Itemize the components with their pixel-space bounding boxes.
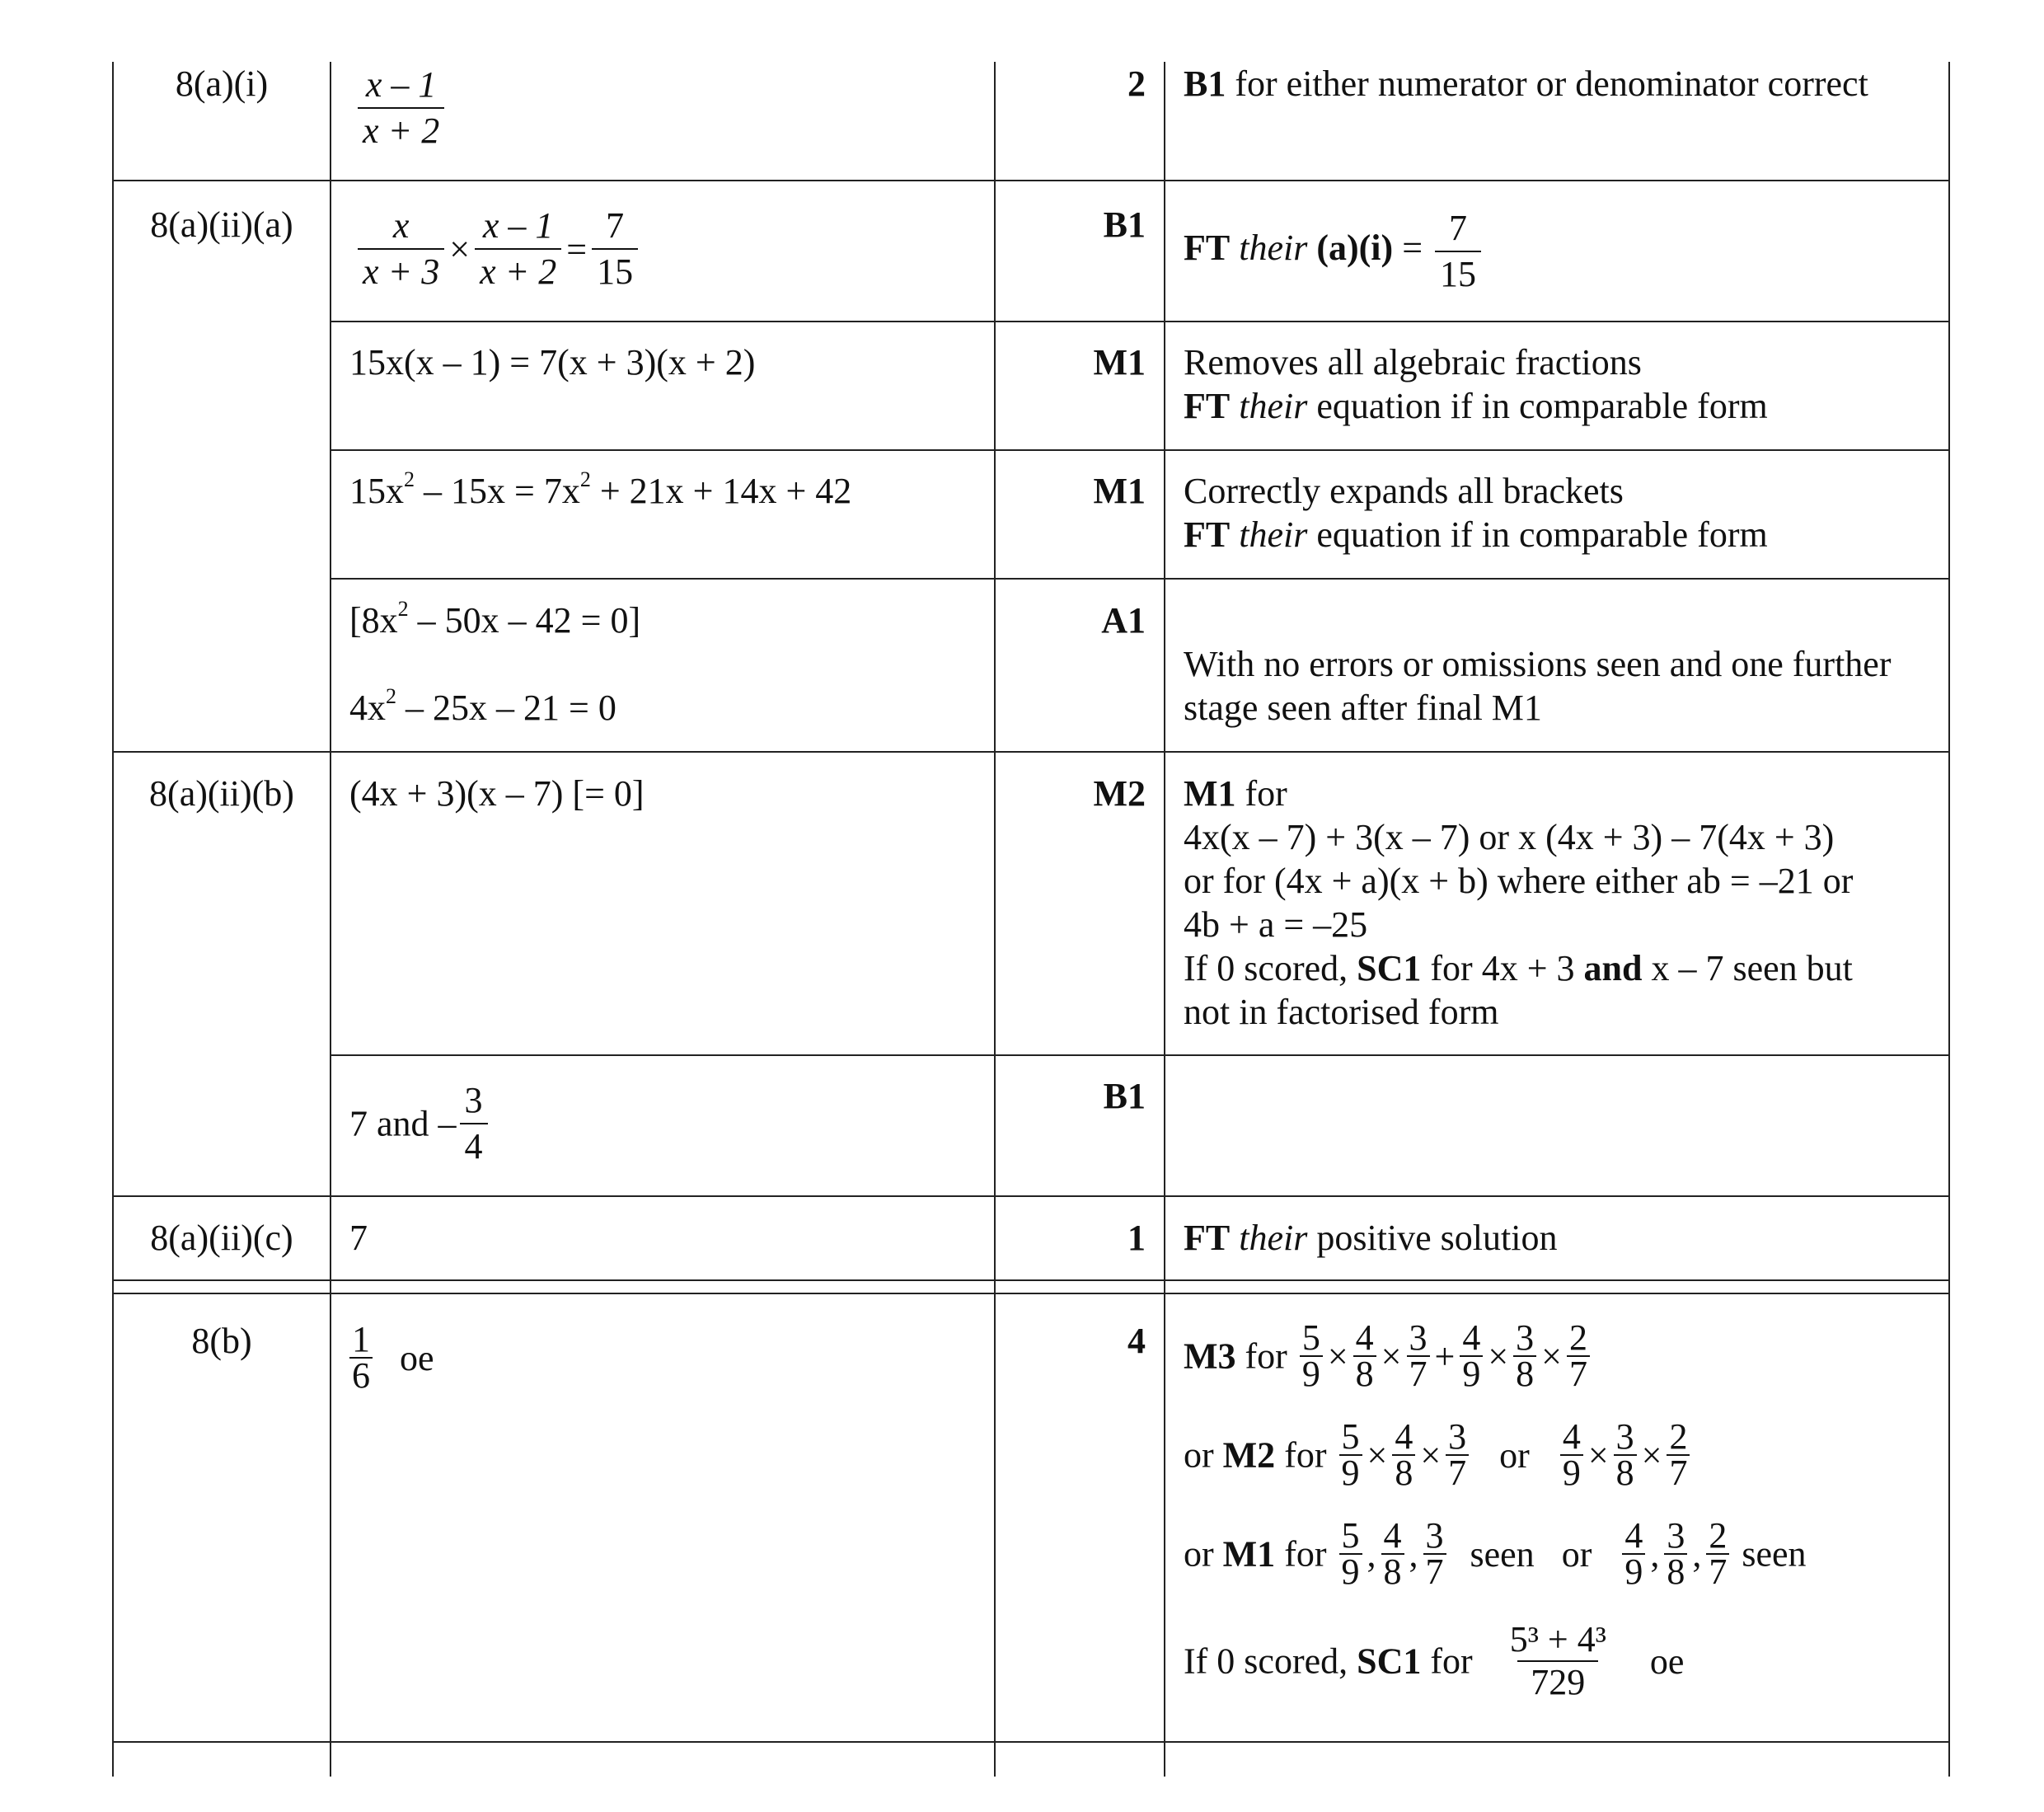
fraction-denominator: 6 xyxy=(349,1357,373,1393)
fraction-denominator: 7 xyxy=(1667,1454,1690,1490)
mark-value: M1 xyxy=(1093,342,1146,383)
guidance-text: positive solution xyxy=(1307,1218,1558,1258)
mark-cell xyxy=(997,340,1146,384)
column-rule-question xyxy=(330,62,331,1777)
fraction-numerator: 4 xyxy=(1462,1317,1481,1358)
question-number xyxy=(114,203,330,246)
answer-cell xyxy=(349,1080,491,1167)
fraction-numerator: x xyxy=(392,205,410,246)
probability-fraction xyxy=(1614,1416,1637,1493)
fraction-numerator: 3 xyxy=(1667,1515,1685,1556)
fraction-numerator: 5 xyxy=(1341,1515,1360,1556)
probability-fraction xyxy=(1300,1317,1323,1394)
fraction-denominator: 7 xyxy=(1423,1553,1446,1589)
and-word: and xyxy=(1583,948,1643,988)
answer-fraction xyxy=(358,205,444,293)
row-rule xyxy=(330,1054,1950,1056)
column-rule-marks xyxy=(1164,62,1165,1777)
mark-cell xyxy=(997,469,1146,513)
comma: , xyxy=(1692,1533,1702,1575)
part-reference: (a)(i) xyxy=(1316,228,1394,269)
fraction-numerator: 3 xyxy=(1425,1515,1444,1556)
question-number-text: 8(a)(ii)(c) xyxy=(150,1218,293,1258)
guidance-line xyxy=(1184,772,1853,815)
answer-fraction xyxy=(349,1319,373,1396)
fraction-denominator: 8 xyxy=(1513,1355,1536,1392)
fraction-denominator: 9 xyxy=(1622,1553,1645,1589)
guidance-text: for xyxy=(1421,1641,1482,1682)
fraction-denominator: 7 xyxy=(1446,1454,1469,1490)
answer-fraction xyxy=(475,205,561,293)
guidance-cell xyxy=(1184,1216,1557,1260)
mark-code: M3 xyxy=(1184,1336,1236,1377)
times-sign: × xyxy=(1420,1434,1442,1476)
answer-cell xyxy=(349,1216,368,1260)
mark-value: B1 xyxy=(1103,204,1146,245)
column-rule-answer xyxy=(994,62,996,1777)
guidance-text: for xyxy=(1235,1336,1296,1377)
probability-fraction xyxy=(1381,1515,1404,1592)
mark-cell xyxy=(997,203,1146,246)
fraction-denominator: 7 xyxy=(1407,1355,1430,1392)
question-number-text: 8(a)(i) xyxy=(175,63,269,104)
answer-text: + 21x + 14x + 42 xyxy=(590,471,852,511)
fraction-numerator: 3 xyxy=(1448,1416,1467,1457)
fraction-numerator: x – 1 xyxy=(365,64,437,105)
guidance-cell xyxy=(1184,469,1768,556)
oe-label: oe xyxy=(400,1337,434,1378)
question-number-text: 8(a)(ii)(a) xyxy=(150,204,293,245)
mark-cell xyxy=(997,599,1146,642)
question-number-text: 8(a)(ii)(b) xyxy=(149,773,294,814)
ft-code: FT xyxy=(1184,228,1231,269)
guidance-cell xyxy=(1184,1619,1684,1703)
fraction-numerator: 4 xyxy=(1383,1515,1402,1556)
answer-cell xyxy=(349,599,640,642)
fraction-denominator: 15 xyxy=(1435,251,1481,295)
times-sign: × xyxy=(1541,1336,1562,1377)
mark-value: 1 xyxy=(1127,1218,1146,1258)
exponent: 2 xyxy=(404,467,415,492)
guidance-text: If 0 scored, xyxy=(1184,948,1357,988)
fraction-numerator: 4 xyxy=(1562,1416,1581,1457)
fraction-denominator: 9 xyxy=(1460,1355,1483,1392)
mark-cell xyxy=(997,772,1146,815)
comma: , xyxy=(1409,1533,1418,1575)
row-rule xyxy=(112,1279,1950,1281)
answer-text: 4x xyxy=(349,688,386,728)
probability-fraction xyxy=(1560,1416,1583,1493)
comma: , xyxy=(1650,1533,1660,1575)
fraction-numerator: 3 xyxy=(1615,1416,1634,1457)
times-sign: × xyxy=(1367,1434,1388,1476)
answer-cell xyxy=(354,205,641,293)
mark-code: M2 xyxy=(1222,1434,1276,1476)
fraction-numerator: 5 xyxy=(1301,1317,1320,1358)
fraction-denominator: 8 xyxy=(1664,1553,1687,1589)
guidance-text: equation if in comparable form xyxy=(1307,386,1768,426)
answer-fraction xyxy=(358,64,444,152)
fraction-numerator: x – 1 xyxy=(482,205,554,246)
mark-value: M2 xyxy=(1093,773,1146,814)
answer-cell xyxy=(354,64,448,152)
answer-cell xyxy=(349,686,616,730)
probability-fraction xyxy=(1446,1416,1469,1493)
guidance-text: or xyxy=(1499,1434,1530,1476)
mark-code: B1 xyxy=(1184,63,1226,104)
fraction-numerator: 5³ + 4³ xyxy=(1509,1619,1606,1659)
row-rule xyxy=(112,180,1950,181)
times-sign: × xyxy=(1641,1434,1662,1476)
guidance-line: stage seen after final M1 xyxy=(1184,688,1542,728)
guidance-line xyxy=(1184,946,1853,990)
probability-fraction xyxy=(1460,1317,1483,1394)
answer-cell xyxy=(349,340,755,384)
fraction-numerator: 4 xyxy=(1355,1317,1374,1358)
guidance-cell xyxy=(1184,1317,1593,1394)
guidance-line: Correctly expands all brackets xyxy=(1184,471,1624,511)
times-sign: × xyxy=(1327,1336,1348,1377)
mark-code: SC1 xyxy=(1357,948,1422,988)
sc1-fraction xyxy=(1497,1619,1620,1703)
row-rule xyxy=(112,1293,1950,1294)
probability-fraction xyxy=(1339,1416,1362,1493)
question-number xyxy=(114,1216,330,1260)
answer-text: 15x(x – 1) = 7(x + 3)(x + 2) xyxy=(349,342,756,383)
answer-fraction xyxy=(460,1080,488,1167)
their-word: their xyxy=(1239,386,1308,426)
probability-fraction xyxy=(1353,1317,1376,1394)
guidance-cell xyxy=(1184,1515,1807,1592)
row-rule xyxy=(330,321,1950,322)
their-word: their xyxy=(1239,228,1308,269)
ft-code: FT xyxy=(1184,514,1231,555)
guidance-text: seen xyxy=(1470,1533,1535,1575)
oe-label: oe xyxy=(1649,1641,1685,1682)
times-sign: × xyxy=(1587,1434,1609,1476)
fraction-numerator: 4 xyxy=(1395,1416,1413,1457)
guidance-text: for either numerator or denominator correct xyxy=(1226,63,1868,104)
ft-code: FT xyxy=(1184,386,1231,426)
answer-text: – 25x – 21 = 0 xyxy=(396,688,616,728)
fraction-numerator: 1 xyxy=(352,1319,370,1359)
fraction-numerator: 2 xyxy=(1568,1317,1587,1358)
guidance-text: for xyxy=(1275,1434,1336,1476)
mark-code: M1 xyxy=(1184,773,1236,814)
fraction-numerator: 3 xyxy=(464,1080,483,1120)
question-number xyxy=(114,772,330,815)
row-rule xyxy=(112,751,1950,753)
fraction-numerator: 5 xyxy=(1341,1416,1360,1457)
fraction-denominator: 8 xyxy=(1392,1454,1415,1490)
ft-code: FT xyxy=(1184,1218,1231,1258)
probability-fraction xyxy=(1339,1515,1362,1592)
guidance-text: equation if in comparable form xyxy=(1307,514,1768,555)
question-number-text: 8(b) xyxy=(191,1321,252,1361)
row-rule xyxy=(330,449,1950,451)
answer-text: (4x + 3)(x – 7) [= 0] xyxy=(349,773,645,814)
guidance-cell xyxy=(1184,340,1768,428)
their-word: their xyxy=(1239,514,1308,555)
guidance-cell xyxy=(1184,208,1484,295)
times-sign: × xyxy=(449,228,471,270)
fraction-denominator: x + 2 xyxy=(475,248,561,293)
probability-fraction xyxy=(1622,1515,1645,1592)
probability-fraction xyxy=(1667,1416,1690,1493)
answer-text: [8x xyxy=(349,600,398,641)
question-number xyxy=(114,62,330,106)
guidance-text: or xyxy=(1184,1434,1223,1476)
probability-fraction xyxy=(1423,1515,1446,1592)
mark-cell xyxy=(997,62,1146,106)
guidance-cell xyxy=(1184,1416,1693,1493)
guidance-line: Removes all algebraic fractions xyxy=(1184,342,1642,383)
guidance-text: for xyxy=(1275,1533,1336,1575)
guidance-text: If 0 scored, xyxy=(1184,1641,1357,1682)
fraction-numerator: 3 xyxy=(1409,1317,1428,1358)
guidance-text: for 4x + 3 xyxy=(1421,948,1584,988)
mark-value: B1 xyxy=(1103,1076,1146,1116)
probability-fraction xyxy=(1567,1317,1590,1394)
answer-text: 7 xyxy=(349,1218,368,1258)
answer-cell xyxy=(346,1319,434,1396)
fraction-denominator: 7 xyxy=(1706,1553,1729,1589)
row-rule xyxy=(112,1195,1950,1197)
guidance-line xyxy=(1184,384,1768,428)
fraction-numerator: 7 xyxy=(606,205,625,246)
fraction-denominator: 8 xyxy=(1381,1553,1404,1589)
their-word: their xyxy=(1239,1218,1308,1258)
fraction-denominator: 9 xyxy=(1339,1553,1362,1589)
guidance-text: for xyxy=(1235,773,1287,814)
mark-cell xyxy=(997,1074,1146,1118)
column-rule-left xyxy=(112,62,114,1777)
fraction-numerator: 2 xyxy=(1709,1515,1728,1556)
comma: , xyxy=(1367,1533,1376,1575)
answer-text: – 15x = 7x xyxy=(415,471,580,511)
fraction-denominator: 4 xyxy=(460,1123,488,1167)
guidance-cell xyxy=(1184,642,1891,730)
guidance-fraction xyxy=(1435,208,1481,295)
answer-cell xyxy=(349,469,851,513)
answer-fraction xyxy=(592,205,638,293)
guidance-cell xyxy=(1184,62,1868,106)
fraction-numerator: 2 xyxy=(1669,1416,1688,1457)
row-rule xyxy=(112,1741,1950,1743)
probability-fraction xyxy=(1706,1515,1729,1592)
fraction-denominator: 9 xyxy=(1300,1355,1323,1392)
mark-value: M1 xyxy=(1093,471,1146,511)
fraction-numerator: 4 xyxy=(1624,1515,1643,1556)
fraction-numerator: 7 xyxy=(1449,208,1468,248)
exponent: 2 xyxy=(386,684,396,709)
answer-text: 15x xyxy=(349,471,404,511)
fraction-denominator: 729 xyxy=(1517,1660,1598,1703)
probability-fraction xyxy=(1513,1317,1536,1394)
column-rule-right xyxy=(1948,62,1950,1777)
guidance-text: or xyxy=(1561,1533,1592,1575)
guidance-line: not in factorised form xyxy=(1184,992,1499,1032)
fraction-denominator: 7 xyxy=(1567,1355,1590,1392)
fraction-denominator: x + 3 xyxy=(358,248,444,293)
fraction-denominator: 9 xyxy=(1560,1454,1583,1490)
guidance-line: 4b + a = –25 xyxy=(1184,904,1368,945)
exponent: 2 xyxy=(579,467,591,492)
exponent: 2 xyxy=(397,597,409,622)
mark-code: SC1 xyxy=(1357,1641,1422,1682)
guidance-line: With no errors or omissions seen and one further xyxy=(1184,644,1892,684)
probability-fraction xyxy=(1392,1416,1415,1493)
guidance-line: 4x(x – 7) + 3(x – 7) or x (4x + 3) – 7(4x + 3) xyxy=(1184,817,1835,857)
probability-fraction xyxy=(1664,1515,1687,1592)
answer-text: – 50x – 42 = 0] xyxy=(408,600,641,641)
answer-text: 7 and – xyxy=(349,1103,457,1144)
guidance-text: or xyxy=(1184,1533,1223,1575)
equals-sign: = xyxy=(1402,228,1423,269)
mark-value: 4 xyxy=(1127,1321,1146,1361)
mark-cell xyxy=(997,1319,1146,1363)
mark-value: 2 xyxy=(1127,63,1146,104)
fraction-denominator: 8 xyxy=(1353,1355,1376,1392)
guidance-text: x – 7 seen but xyxy=(1642,948,1853,988)
guidance-line: or for (4x + a)(x + b) where either ab = –21 or xyxy=(1184,861,1854,901)
fraction-denominator: 15 xyxy=(592,248,638,293)
equals-sign: = xyxy=(566,228,588,270)
guidance-text: seen xyxy=(1742,1533,1807,1575)
fraction-denominator: x + 2 xyxy=(358,107,444,152)
fraction-denominator: 9 xyxy=(1339,1454,1362,1490)
probability-fraction xyxy=(1407,1317,1430,1394)
answer-cell xyxy=(349,772,645,815)
mark-code: M1 xyxy=(1222,1533,1276,1575)
guidance-line xyxy=(1184,513,1768,556)
times-sign: × xyxy=(1381,1336,1402,1377)
guidance-cell xyxy=(1184,772,1853,1034)
times-sign: × xyxy=(1488,1336,1509,1377)
row-rule xyxy=(330,578,1950,580)
mark-cell xyxy=(997,1216,1146,1260)
fraction-numerator: 3 xyxy=(1516,1317,1535,1358)
fraction-denominator: 8 xyxy=(1614,1454,1637,1490)
plus-sign: + xyxy=(1434,1336,1456,1377)
mark-value: A1 xyxy=(1101,600,1146,641)
question-number xyxy=(114,1319,330,1363)
